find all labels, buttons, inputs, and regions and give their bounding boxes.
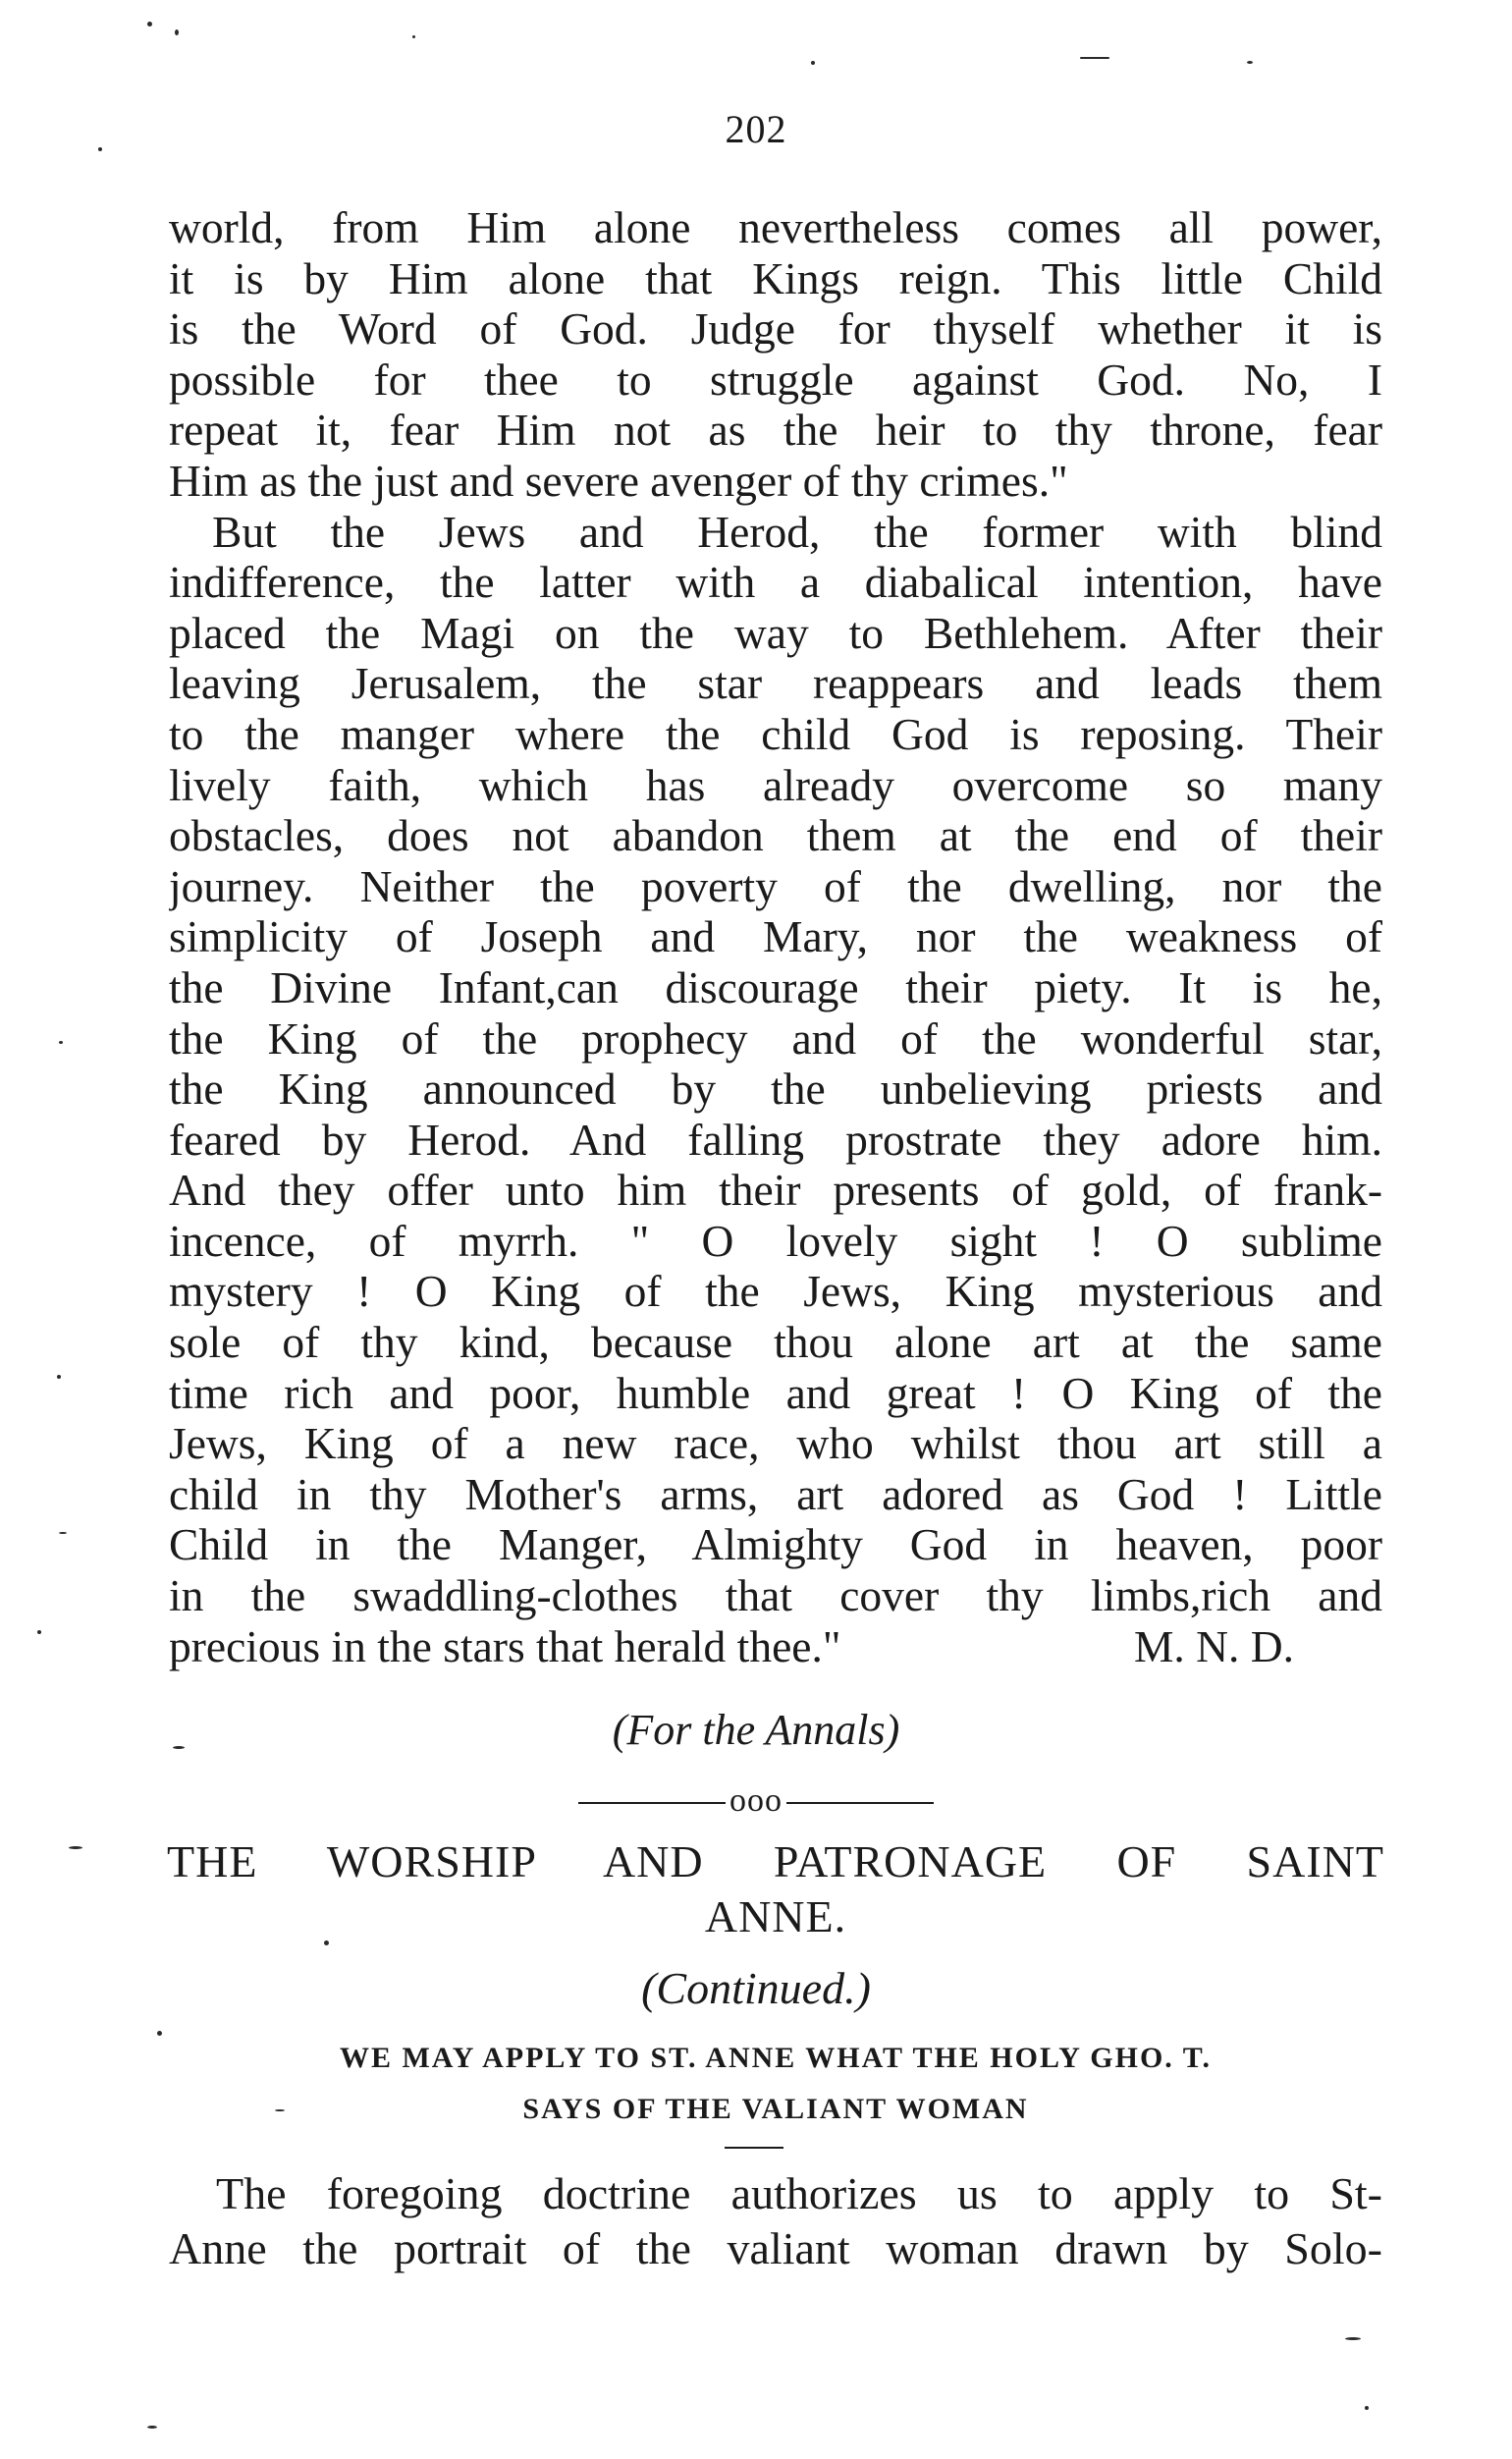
- text-line: obstacles, does not abandon them at the end of their: [169, 810, 1382, 861]
- text-line: leaving Jerusalem, the star reappears and leads them: [169, 658, 1382, 709]
- short-rule: [725, 2147, 783, 2149]
- divider-rule-right: [786, 1802, 934, 1804]
- text-line: the King announced by the unbelieving priests and: [169, 1064, 1382, 1115]
- text-line: mystery ! O King of the Jews, King mysterious and: [169, 1266, 1382, 1317]
- closing-paragraph: [169, 2166, 1382, 2276]
- text-line: simplicity of Joseph and Mary, nor the weakness of: [169, 911, 1382, 962]
- attribution: (For the Annals): [612, 1706, 900, 1754]
- text-line: placed the Magi on the way to Bethlehem. After their: [169, 607, 1382, 658]
- text-line: The foregoing doctrine authorizes us to apply to St-: [216, 2168, 1382, 2218]
- section-continued-label: (Continued.): [641, 1963, 871, 2013]
- text-line: Child in the Manger, Almighty God in heaven, poor: [169, 1519, 1382, 1570]
- section-title: [167, 1834, 1384, 1944]
- text-line: in the swaddling-clothes that cover thy limbs,rich and: [169, 1570, 1382, 1621]
- section-title-line: THE WORSHIP AND PATRONAGE OF SAINT: [167, 1836, 1384, 1886]
- divider-ornament: ooo: [729, 1782, 783, 1819]
- text-line: feared by Herod. And falling prostrate they adore him.: [169, 1114, 1382, 1165]
- text-line: is the Word of God. Judge for thyself whether it is: [169, 303, 1382, 355]
- subheading-line: WE MAY APPLY TO ST. ANNE WHAT THE HOLY GHO. T.: [339, 2042, 1213, 2074]
- text-line: world, from Him alone nevertheless comes all power,: [169, 202, 1382, 252]
- text-line: the Divine Infant,can discourage their piety. It is he,: [169, 961, 1382, 1012]
- divider-rule-left: [578, 1802, 726, 1804]
- text-line: Anne the portrait of the valiant woman drawn by Solo-: [169, 2223, 1382, 2273]
- text-line: the King of the prophecy and of the wonderful star,: [169, 1012, 1382, 1064]
- text-line: time rich and poor, humble and great ! O King of the: [169, 1367, 1382, 1418]
- text-line: repeat it, fear Him not as the heir to thy throne, fear: [169, 405, 1382, 456]
- text-line: child in thy Mother's arms, art adored as God ! Little: [169, 1468, 1382, 1519]
- body-text: [169, 202, 1382, 1671]
- text-line: Jews, King of a new race, who whilst thou art still a: [169, 1418, 1382, 1469]
- text-line: to the manger where the child God is reposing. Their: [169, 708, 1382, 759]
- section-divider: [0, 1782, 1512, 1820]
- text-line: journey. Neither the poverty of the dwelling, nor the: [169, 860, 1382, 911]
- signature-line: [169, 1621, 1382, 1672]
- author-signature: M. N. D.: [1133, 1620, 1294, 1671]
- subheading-line: SAYS OF THE VALIANT WOMAN: [522, 2093, 1029, 2125]
- text-line: sole of thy kind, because thou alone art at the same: [169, 1317, 1382, 1368]
- text-line: But the Jews and Herod, the former with blind: [212, 506, 1382, 557]
- text-line: possible for thee to struggle against God. No, I: [169, 354, 1382, 405]
- closing-quote-text: precious in the stars that herald thee.": [169, 1620, 841, 1671]
- text-line: indifference, the latter with a diabalical intention, have: [169, 557, 1382, 608]
- text-line: lively faith, which has already overcome so many: [169, 759, 1382, 810]
- page-number: 202: [725, 107, 787, 151]
- section-title-line: ANNE.: [704, 1891, 847, 1941]
- text-line: incence, of myrrh. " O lovely sight ! O sublime: [169, 1215, 1382, 1266]
- text-line: And they offer unto him their presents of gold, of frank-: [169, 1165, 1382, 1216]
- text-line: it is by Him alone that Kings reign. This little Child: [169, 252, 1382, 303]
- text-line: Him as the just and severe avenger of thy crimes.": [169, 455, 1068, 506]
- section-subheading: [177, 2033, 1375, 2135]
